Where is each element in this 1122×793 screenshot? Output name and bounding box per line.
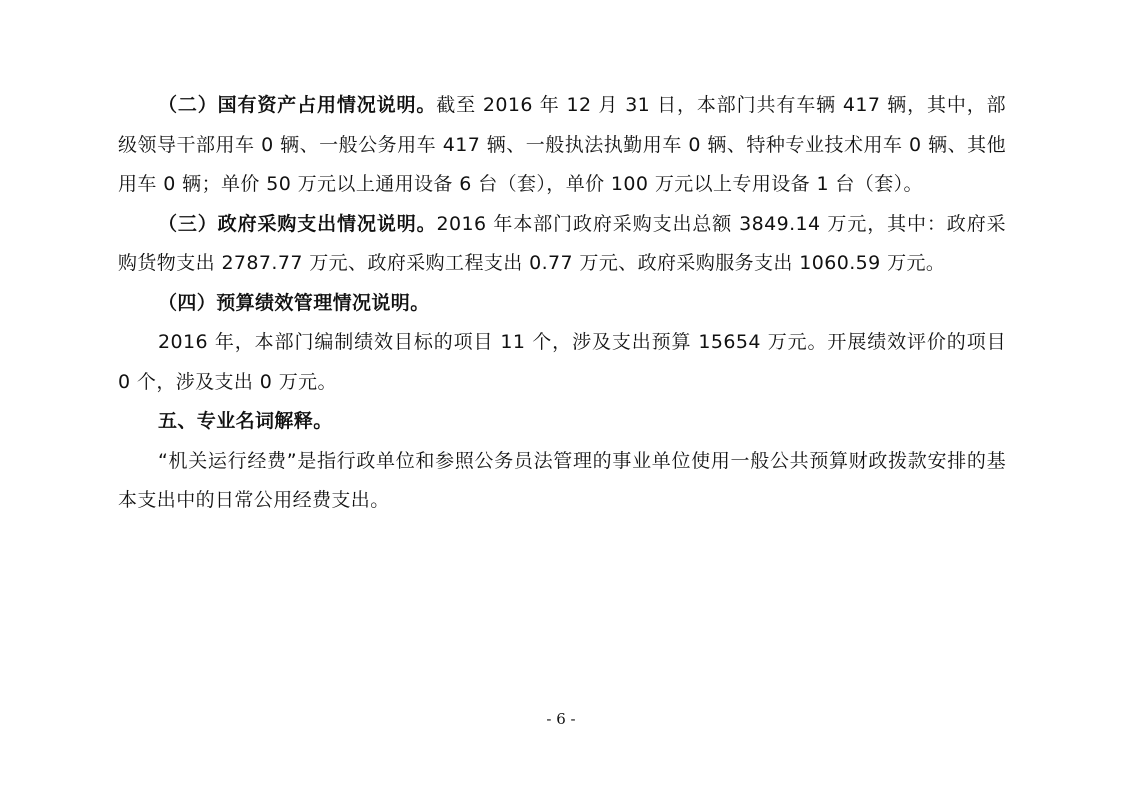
document-body — [118, 86, 1006, 521]
heading-state-assets: （二）国有资产占用情况说明。 — [158, 94, 437, 116]
paragraph-state-assets — [118, 86, 1006, 205]
paragraph-performance-heading — [118, 284, 1006, 324]
heading-government-procurement: （三）政府采购支出情况说明。 — [158, 212, 437, 235]
heading-budget-performance: （四）预算绩效管理情况说明。 — [158, 291, 430, 314]
text-glossary-definition: “机关运行经费”是指行政单位和参照公务员法管理的事业单位使用一般公共预算财政拨款安排的基本支出中的日常公用经费支出。 — [118, 449, 1006, 511]
text-government-procurement: 2016 年本部门政府采购支出总额 3849.14 万元，其中：政府采购货物支出 2787.77 万元、政府采购工程支出 0.77 万元、政府采购服务支出 1060.59 万元。 — [118, 212, 1006, 274]
paragraph-performance-text — [118, 323, 1006, 402]
paragraph-glossary-text — [118, 442, 1006, 521]
heading-glossary: 五、专业名词解释。 — [158, 410, 333, 432]
paragraph-government-procurement — [118, 205, 1006, 284]
page-number: - 6 - — [546, 710, 576, 728]
text-state-assets: 截至 2016 年 12 月 31 日，本部门共有车辆 417 辆，其中，部级领导干部用车 0 辆、一般公务用车 417 辆、一般执法执勤用车 0 辆、特种专业技术用车 0 辆、其他用车 0 辆；单价 50 万元以上通用设备 6 台（套），单价 100 万元以上专用设备 1 台（套）。 — [118, 94, 1006, 195]
text-budget-performance: 2016 年，本部门编制绩效目标的项目 11 个，涉及支出预算 15654 万元。开展绩效评价的项目 0 个，涉及支出 0 万元。 — [118, 331, 1006, 393]
paragraph-glossary-heading — [118, 402, 1006, 442]
